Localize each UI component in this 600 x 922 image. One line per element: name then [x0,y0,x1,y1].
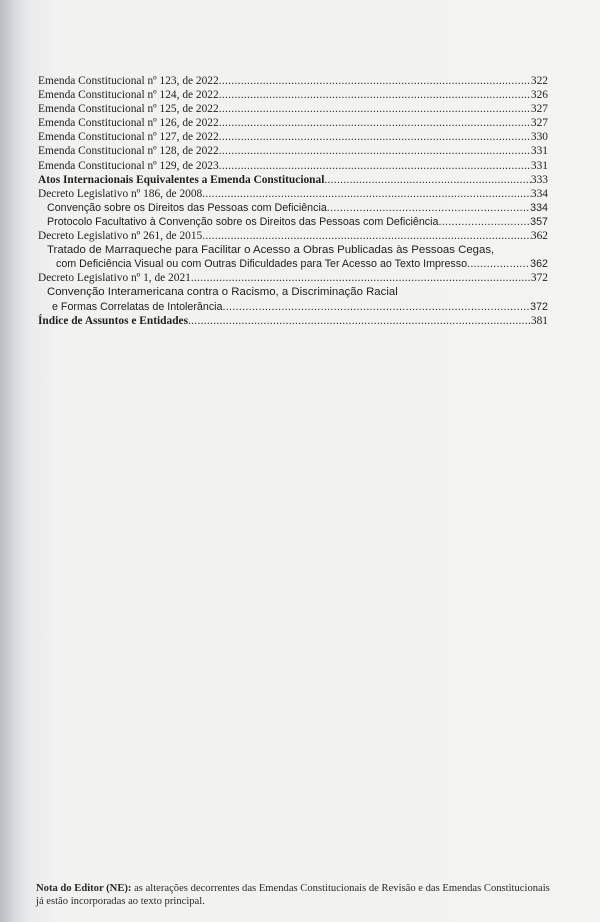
toc-section-heading[interactable] [38,173,548,187]
toc-entry-page: 334 [530,201,548,214]
toc-entry-page: 331 [530,145,548,158]
toc-leader-dots [219,116,531,130]
toc-entry[interactable] [38,130,548,144]
toc-entry-page: 357 [530,215,548,228]
toc-entry-label: e Formas Correlatas de Intolerância [52,300,223,313]
toc-entry[interactable] [38,102,548,116]
toc-leader-dots [191,271,531,285]
toc-entry-page: 362 [530,230,548,243]
toc-entry-label: Decreto Legislativo nº 1, de 2021 [38,272,191,285]
toc-section-heading[interactable] [38,314,548,328]
toc-entry-label: com Deficiência Visual ou com Outras Dificuldades para Ter Acesso ao Texto Impresso [56,258,468,271]
toc-subentry[interactable] [38,201,548,215]
toc-leader-dots [219,102,531,116]
toc-entry-page: 330 [530,131,548,144]
toc-subentry-first-line[interactable]: Tratado de Marraqueche para Facilitar o Acesso a Obras Publicadas às Pessoas Cegas, [47,244,495,257]
toc-entry[interactable] [38,271,548,285]
toc-leader-dots [219,159,531,173]
toc-entry[interactable] [38,74,548,88]
toc-entry[interactable] [38,116,548,130]
toc-entry-label: Emenda Constitucional nº 125, de 2022 [38,103,219,116]
toc-leader-dots [188,314,531,328]
toc-entry-page: 381 [530,314,548,327]
toc-entry-label: Decreto Legislativo nº 186, de 2008 [38,187,203,200]
toc-entry-label: Emenda Constitucional nº 127, de 2022 [38,131,219,144]
toc-entry[interactable] [38,187,548,201]
toc-entry-label: Convenção sobre os Direitos das Pessoas com Deficiência [47,201,327,214]
toc-entry-page: 372 [530,300,548,313]
toc-leader-dots [467,257,530,271]
editor-note-title: Nota do Editor (NE): [36,883,132,894]
toc-entry[interactable] [38,88,548,102]
editor-note-text: as alterações decorrentes das Emendas Constitucionais de Revisão e das Emendas Constitucionais já estão incorporadas ao texto principal. [36,883,550,907]
toc-leader-dots [219,130,531,144]
toc-entry-label: Emenda Constitucional nº 128, de 2022 [38,145,219,158]
toc-entry-page: 362 [530,258,548,271]
toc-leader-dots [219,88,531,102]
toc-entry-label: Atos Internacionais Equivalentes a Emenda Constitucional [38,173,325,186]
toc-entry-label: Emenda Constitucional nº 123, de 2022 [38,75,219,87]
toc-leader-dots [438,215,530,229]
toc-entry-label: Índice de Assuntos e Entidades [38,314,189,327]
toc-entry-page: 334 [530,187,548,200]
toc-subentry[interactable] [38,257,548,271]
toc-leader-dots [219,74,531,88]
toc-leader-dots [202,187,531,201]
toc-entry-label: Emenda Constitucional nº 126, de 2022 [38,117,219,130]
toc-subentry[interactable] [38,300,548,314]
toc-entry-label: Decreto Legislativo nº 261, de 2015 [38,230,203,243]
toc-leader-dots [324,173,531,187]
toc-entry-page: 322 [530,75,548,87]
toc-leader-dots [202,229,531,243]
toc-entry[interactable] [38,229,548,243]
toc-leader-dots [222,300,530,314]
table-of-contents [38,74,548,328]
toc-entry-label: Emenda Constitucional nº 124, de 2022 [38,89,219,102]
toc-entry-label: Emenda Constitucional nº 129, de 2023 [38,159,219,172]
toc-subentry-first-line[interactable]: Convenção Interamericana contra o Racismo, a Discriminação Racial [47,286,398,299]
toc-entry-page: 333 [530,173,548,186]
toc-leader-dots [327,201,530,215]
toc-entry-page: 331 [530,159,548,172]
toc-entry-page: 327 [530,103,548,116]
toc-leader-dots [219,144,531,158]
toc-entry[interactable] [38,144,548,158]
toc-subentry[interactable] [38,215,548,229]
toc-entry-page: 327 [530,117,548,130]
toc-entry-label: Protocolo Facultativo à Convenção sobre os Direitos das Pessoas com Deficiência [47,215,439,228]
toc-entry-page: 372 [530,272,548,285]
toc-entry-page: 326 [530,89,548,102]
toc-entry[interactable] [38,159,548,173]
editor-note [36,883,556,908]
